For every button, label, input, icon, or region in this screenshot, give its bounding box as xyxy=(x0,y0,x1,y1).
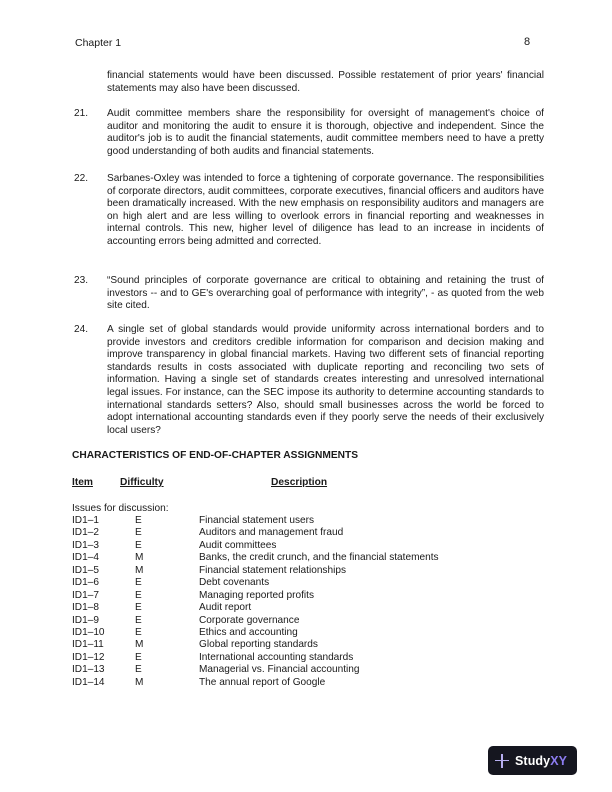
difficulty-cell: E xyxy=(135,589,142,601)
answer-number: 24. xyxy=(74,324,89,335)
item-cell: ID1–13 xyxy=(72,664,105,676)
column-header-item: Item xyxy=(72,477,93,488)
description-cell: Audit report xyxy=(199,602,252,614)
description-cell: Auditors and management fraud xyxy=(199,527,344,539)
answer-text: Audit committee members share the responsibility for oversight of management's choice of auditor and monitoring the audit to ensure it is thorough, objective and independent. Since the auditor's job is to audit the financial statements, audit committee members need to have a pretty good understanding of both audits and financial statements. xyxy=(107,108,544,157)
description-cell: Global reporting standards xyxy=(199,639,318,651)
plus-icon xyxy=(495,754,509,768)
answer-number: 21. xyxy=(74,108,89,119)
item-cell: ID1–11 xyxy=(72,639,104,651)
difficulty-cell: E xyxy=(135,651,142,663)
description-cell: The annual report of Google xyxy=(199,676,326,688)
difficulty-cell: E xyxy=(135,539,142,551)
continuation-paragraph: financial statements would have been discussed. Possible restatement of prior years' financial statements may also have been discussed. xyxy=(107,70,544,94)
description-cell: International accounting standards xyxy=(199,651,354,663)
description-cell: Ethics and accounting xyxy=(199,626,298,638)
answer-text: “Sound principles of corporate governance are critical to obtaining and retaining the trust of investors -- and to GE's overarching goal of performance with integrity”, - as quoted from the web site cited. xyxy=(107,275,544,312)
description-cell: Debt covenants xyxy=(199,577,270,589)
difficulty-cell: E xyxy=(135,527,142,539)
item-cell: ID1–4 xyxy=(72,552,99,564)
item-cell: ID1–12 xyxy=(72,651,105,663)
difficulty-cell: M xyxy=(135,676,144,688)
chapter-label: Chapter 1 xyxy=(75,37,122,49)
brand-part-study: Study xyxy=(515,753,551,768)
difficulty-cell: M xyxy=(135,564,144,576)
description-cell: Corporate governance xyxy=(199,614,300,626)
description-cell: Financial statement users xyxy=(199,515,315,526)
difficulty-cell: E xyxy=(135,664,142,676)
item-cell: ID1–14 xyxy=(72,676,105,688)
description-cell: Managerial vs. Financial accounting xyxy=(199,664,360,676)
difficulty-cell: M xyxy=(135,552,144,564)
page-number: 8 xyxy=(524,36,531,48)
description-cell: Managing reported profits xyxy=(199,589,315,601)
answer-number: 23. xyxy=(74,275,89,286)
description-cell: Financial statement relationships xyxy=(199,564,346,576)
item-cell: ID1–8 xyxy=(72,602,99,614)
group-label: Issues for discussion: xyxy=(72,503,169,514)
item-cell: ID1–2 xyxy=(72,527,99,539)
item-cell: ID1–10 xyxy=(72,626,105,638)
brand-part-xy: XY xyxy=(550,753,568,768)
difficulty-cell: E xyxy=(135,577,142,589)
difficulty-cell: E xyxy=(135,614,142,626)
answer-number: 22. xyxy=(74,173,89,184)
item-cell: ID1–1 xyxy=(72,515,99,526)
item-cell: ID1–3 xyxy=(72,539,99,551)
description-cell: Audit committees xyxy=(199,539,277,551)
item-cell: ID1–7 xyxy=(72,589,99,601)
description-cell: Banks, the credit crunch, and the financial statements xyxy=(199,552,439,564)
column-header-difficulty: Difficulty xyxy=(120,477,164,488)
difficulty-cell: E xyxy=(135,515,142,526)
section-title: CHARACTERISTICS OF END-OF-CHAPTER ASSIGNMENTS xyxy=(72,450,359,461)
difficulty-cell: M xyxy=(135,639,144,651)
item-cell: ID1–9 xyxy=(72,614,99,626)
difficulty-cell: E xyxy=(135,602,142,614)
column-header-description: Description xyxy=(271,477,328,488)
brand-name xyxy=(515,754,567,768)
answer-text: A single set of global standards would provide uniformity across international borders and to provide investors and creditors credible information for comparison and decision making and improve transparency in global financial markets. Having two different sets of financial reporting standards results in costs associated with duplicate reporting and reconciling two sets of information. Having a single set of standards creates interesting and unresolved international legal issues. For instance, can the SEC impose its authority to determine accounting standards to international standards setters? Also, should small businesses across the world be forced to adopt international accounting standards even if they poorly serve the needs of their exclusively local users? xyxy=(107,324,544,436)
item-cell: ID1–6 xyxy=(72,577,99,589)
difficulty-cell: E xyxy=(135,626,142,638)
studyxy-badge[interactable] xyxy=(488,746,577,775)
answer-text: Sarbanes-Oxley was intended to force a tightening of corporate governance. The responsibilities of corporate directors, audit committees, corporate executives, financial officers and auditors have been dramatically increased. With the new emphasis on responsibility auditors and managers are on high alert and are less willing to overlook errors in financial reporting and weaknesses in internal controls. This new, higher level of diligence has lead to an increase in incidents of accounting errors being admitted and corrected. xyxy=(107,173,544,247)
item-cell: ID1–5 xyxy=(72,564,99,576)
